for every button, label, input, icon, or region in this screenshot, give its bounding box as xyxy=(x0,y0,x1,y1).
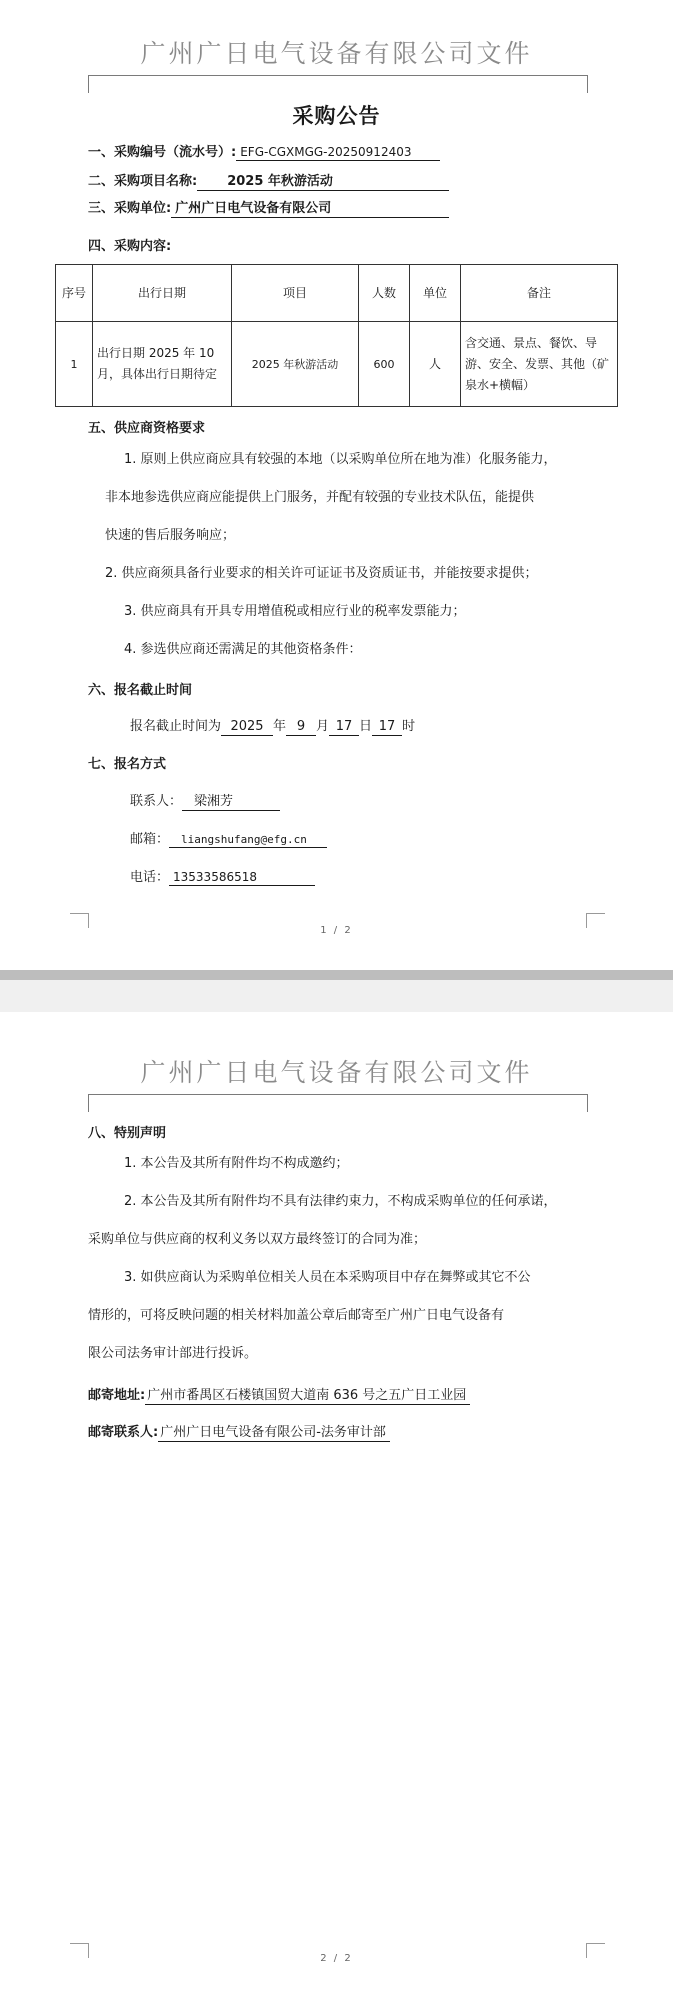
table-cell-count: 600 xyxy=(359,322,410,407)
document-page-2 xyxy=(0,1012,673,2000)
requirement-4: 4. 参选供应商还需满足的其他资格条件： xyxy=(124,642,362,657)
email-row xyxy=(130,828,327,848)
phone-row xyxy=(130,866,315,886)
table-header-unit: 单位 xyxy=(410,265,461,322)
mailing-contact-value: 广州广日电气设备有限公司-法务审计部 xyxy=(158,1421,390,1442)
deadline-row xyxy=(130,715,415,736)
table-row xyxy=(56,322,618,407)
deadline-month-unit: 月 xyxy=(316,719,330,734)
page-separator xyxy=(0,970,673,1012)
procurement-content-heading: 四、采购内容: xyxy=(88,239,172,254)
page-number: 2 / 2 xyxy=(320,1953,353,1964)
table-cell-note: 含交通、景点、餐饮、导游、安全、发票、其他（矿泉水+横幅） xyxy=(461,322,618,407)
declaration-2-line-1: 2. 本公告及其所有附件均不具有法律约束力，不构成采购单位的任何承诺， xyxy=(124,1194,557,1209)
page-header-title: 广州广日电气设备有限公司文件 xyxy=(140,39,533,68)
phone-value: 13533586518 xyxy=(169,870,315,886)
table-header-count: 人数 xyxy=(359,265,410,322)
table-header-date: 出行日期 xyxy=(93,265,232,322)
mailing-contact-row xyxy=(88,1421,390,1442)
deadline-day-unit: 日 xyxy=(359,719,373,734)
table-header-index: 序号 xyxy=(56,265,93,322)
requirement-1-line-2: 非本地参选供应商应能提供上门服务，并配有较强的专业技术队伍，能提供 xyxy=(105,490,535,505)
purchasing-unit-label: 三、采购单位: xyxy=(88,201,172,216)
supplier-requirements-heading: 五、供应商资格要求 xyxy=(88,421,206,436)
table-cell-index: 1 xyxy=(56,322,93,407)
requirement-2: 2. 供应商须具备行业要求的相关许可证证书及资质证书，并能按要求提供； xyxy=(105,566,538,581)
declaration-3-line-2: 情形的，可将反映问题的相关材料加盖公章后邮寄至广州广日电气设备有 xyxy=(88,1308,505,1323)
page-header-title: 广州广日电气设备有限公司文件 xyxy=(140,1058,533,1087)
deadline-year: 2025 xyxy=(221,719,273,736)
table-header-project: 项目 xyxy=(232,265,359,322)
deadline-day: 17 xyxy=(329,719,359,736)
declaration-3-line-1: 3. 如供应商认为采购单位相关人员在本采购项目中存在舞弊或其它不公 xyxy=(124,1270,531,1285)
mailing-address-row xyxy=(88,1384,470,1405)
page-header-rule xyxy=(88,75,588,76)
contact-person-row xyxy=(130,790,280,811)
table-cell-project: 2025 年秋游活动 xyxy=(232,322,359,407)
deadline-hour: 17 xyxy=(372,719,402,736)
deadline-year-unit: 年 xyxy=(273,719,287,734)
contact-person-value: 梁湘芳 xyxy=(182,790,280,811)
document-page-1 xyxy=(0,0,673,970)
declaration-1: 1. 本公告及其所有附件均不构成邀约； xyxy=(124,1156,349,1171)
requirement-3: 3. 供应商具有开具专用增值税或相应行业的税率发票能力； xyxy=(124,604,466,619)
table-cell-unit: 人 xyxy=(410,322,461,407)
mailing-address-label: 邮寄地址: xyxy=(88,1388,146,1403)
phone-label: 电话： xyxy=(130,870,170,885)
page-header-rule xyxy=(88,1094,588,1095)
mailing-contact-label: 邮寄联系人: xyxy=(88,1425,159,1440)
declaration-3-line-3: 限公司法务审计部进行投诉。 xyxy=(88,1346,258,1361)
project-name-row xyxy=(88,170,449,191)
email-value: liangshufang@efg.cn xyxy=(169,833,327,848)
contact-person-label: 联系人： xyxy=(130,794,183,809)
project-name-label: 二、采购项目名称: xyxy=(88,174,198,189)
deadline-heading: 六、报名截止时间 xyxy=(88,683,193,698)
procurement-number-label: 一、采购编号（流水号）: xyxy=(88,145,237,160)
mailing-address-value: 广州市番禺区石楼镇国贸大道南 636 号之五广日工业园 xyxy=(145,1384,470,1405)
page-number: 1 / 2 xyxy=(320,925,353,936)
procurement-number-value: EFG-CGXMGG-20250912403 xyxy=(236,145,440,161)
document-title: 采购公告 xyxy=(292,104,381,128)
purchasing-unit-row xyxy=(88,197,449,218)
deadline-hour-unit: 时 xyxy=(402,719,416,734)
table-cell-date: 出行日期 2025 年 10 月，具体出行日期待定 xyxy=(93,322,232,407)
deadline-month: 9 xyxy=(286,719,316,736)
table-header-row xyxy=(56,265,618,322)
procurement-content-table xyxy=(55,264,618,407)
registration-method-heading: 七、报名方式 xyxy=(88,757,167,772)
requirement-1-line-3: 快速的售后服务响应； xyxy=(105,528,236,543)
special-declaration-heading: 八、特别声明 xyxy=(88,1126,167,1141)
purchasing-unit-value: 广州广日电气设备有限公司 xyxy=(171,197,449,218)
requirement-1-line-1: 1. 原则上供应商应具有较强的本地（以采购单位所在地为准）化服务能力， xyxy=(124,452,557,467)
table-header-note: 备注 xyxy=(461,265,618,322)
project-name-value: 2025 年秋游活动 xyxy=(197,170,449,191)
deadline-prefix: 报名截止时间为 xyxy=(130,719,222,734)
email-label: 邮箱： xyxy=(130,832,170,847)
declaration-2-line-2: 采购单位与供应商的权利义务以双方最终签订的合同为准； xyxy=(88,1232,427,1247)
procurement-number-row xyxy=(88,141,440,161)
